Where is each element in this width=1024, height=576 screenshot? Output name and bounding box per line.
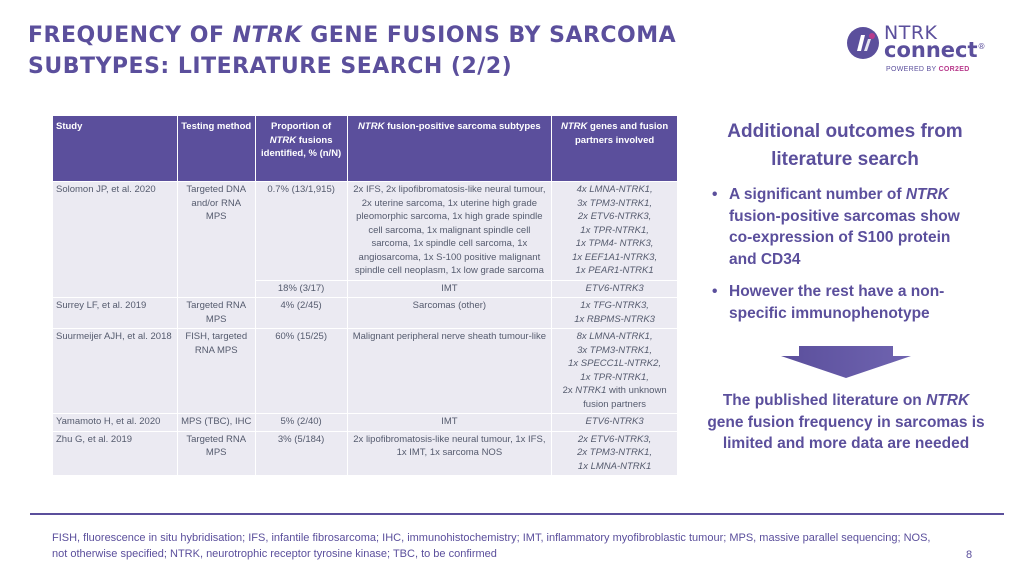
- cell-genes: 8x LMNA-NTRK1, 3x TPM3-NTRK1, 1x SPECC1L-NTRK2, 1x TPR-NTRK1, 2x NTRK1 with unknown fusion partners: [552, 329, 678, 414]
- cell-subtypes: IMT: [347, 414, 552, 432]
- cell-genes: ETV6-NTRK3: [552, 414, 678, 432]
- title-part2: GENE FUSIONS BY SARCOMA: [302, 23, 677, 48]
- cell-method: MPS (TBC), IHC: [177, 414, 255, 432]
- footer-divider: [30, 513, 1004, 515]
- title-line2: SUBTYPES: LITERATURE SEARCH (2/2): [28, 54, 513, 79]
- title-part1: FREQUENCY OF: [28, 23, 233, 48]
- cell-method: Targeted RNA MPS: [177, 431, 255, 476]
- logo-line2: connect®: [884, 38, 986, 62]
- logo-line1: NTRK: [884, 22, 938, 44]
- cell-proportion: 5% (2/40): [255, 414, 347, 432]
- cell-subtypes: Malignant peripheral nerve sheath tumour-like: [347, 329, 552, 414]
- cell-method: Targeted RNA MPS: [177, 298, 255, 329]
- abbreviations-footnote: FISH, fluorescence in situ hybridisation; IFS, infantile fibrosarcoma; IHC, immunohistochemistry; IMT, inflammatory myofibroblastic tumour; MPS, massive parallel sequencing; NOS, not otherwise specified; NTRK, neurotrophic receptor tyrosine kinase; TBC, to be confirmed: [52, 532, 931, 560]
- cell-study: Surrey LF, et al. 2019: [53, 298, 178, 329]
- cell-study: Solomon JP, et al. 2020: [53, 182, 178, 298]
- cell-subtypes: IMT: [347, 280, 552, 298]
- table-row: [53, 298, 678, 329]
- cell-method: Targeted DNA and/or RNA MPS: [177, 182, 255, 298]
- bullet-item: • A significant number of NTRK fusion-positive sarcomas show co-expression of S100 protein and CD34: [712, 184, 982, 270]
- header-subtypes: NTRK fusion-positive sarcoma subtypes: [347, 116, 552, 182]
- cell-method: FISH, targeted RNA MPS: [177, 329, 255, 414]
- side-panel-title: Additional outcomes from literature search: [727, 121, 963, 170]
- cell-genes: 1x TFG-NTRK3, 1x RBPMS-NTRK3: [552, 298, 678, 329]
- cell-genes: 2x ETV6-NTRK3, 2x TPM3-NTRK1, 1x LMNA-NTRK1: [552, 431, 678, 476]
- bullet-item: • However the rest have a non-specific immunophenotype: [712, 281, 982, 324]
- down-arrow-icon: [781, 346, 911, 378]
- table-row: [53, 182, 678, 281]
- header-study: Study: [53, 116, 178, 182]
- logo-powered-by: POWERED BY COR2ED: [886, 66, 970, 73]
- table-header-row: [53, 116, 678, 182]
- table-row: [53, 329, 678, 414]
- slide-title: [28, 20, 788, 82]
- cell-study: Yamamoto H, et al. 2020: [53, 414, 178, 432]
- cell-proportion: 60% (15/25): [255, 329, 347, 414]
- conclusion-text: The published literature on NTRK gene fusion frequency in sarcomas is limited and more data are needed: [707, 392, 985, 452]
- cell-subtypes: Sarcomas (other): [347, 298, 552, 329]
- table-row: [53, 431, 678, 476]
- outcome-bullets: [712, 184, 982, 335]
- ntrk-connect-logo: [846, 22, 996, 80]
- literature-table: [52, 115, 678, 476]
- cell-proportion: 18% (3/17): [255, 280, 347, 298]
- logo-mark-icon: [846, 26, 880, 60]
- cell-genes: ETV6-NTRK3: [552, 280, 678, 298]
- header-proportion: Proportion of NTRK fusions identified, % (n/N): [255, 116, 347, 182]
- cell-genes: 4x LMNA-NTRK1, 3x TPM3-NTRK1, 2x ETV6-NTRK3, 1x TPR-NTRK1, 1x TPM4- NTRK3, 1x EEF1A1-NTRK3, 1x PEAR1-NTRK1: [552, 182, 678, 281]
- cell-subtypes: 2x lipofibromatosis-like neural tumour, 1x IFS, 1x IMT, 1x sarcoma NOS: [347, 431, 552, 476]
- cell-study: Zhu G, et al. 2019: [53, 431, 178, 476]
- page-number: 8: [966, 549, 973, 561]
- header-genes: NTRK genes and fusion partners involved: [552, 116, 678, 182]
- cell-study: Suurmeijer AJH, et al. 2018: [53, 329, 178, 414]
- cell-proportion: 4% (2/45): [255, 298, 347, 329]
- header-method: Testing method: [177, 116, 255, 182]
- title-italic: NTRK: [232, 23, 303, 48]
- cell-proportion: 0.7% (13/1,915): [255, 182, 347, 281]
- cell-subtypes: 2x IFS, 2x lipofibromatosis-like neural tumour, 2x uterine sarcoma, 1x uterine high grade pleomorphic sarcoma, 1x high grade spindle cell sarcoma, 1x malignant spindle cell sarcoma, 1x spindle cell sarcoma, 1x angiosarcoma, 1x S-100 positive malignant spindle cell neoplasm, 1x low grade sarcoma: [347, 182, 552, 281]
- cell-proportion: 3% (5/184): [255, 431, 347, 476]
- table-row: [53, 414, 678, 432]
